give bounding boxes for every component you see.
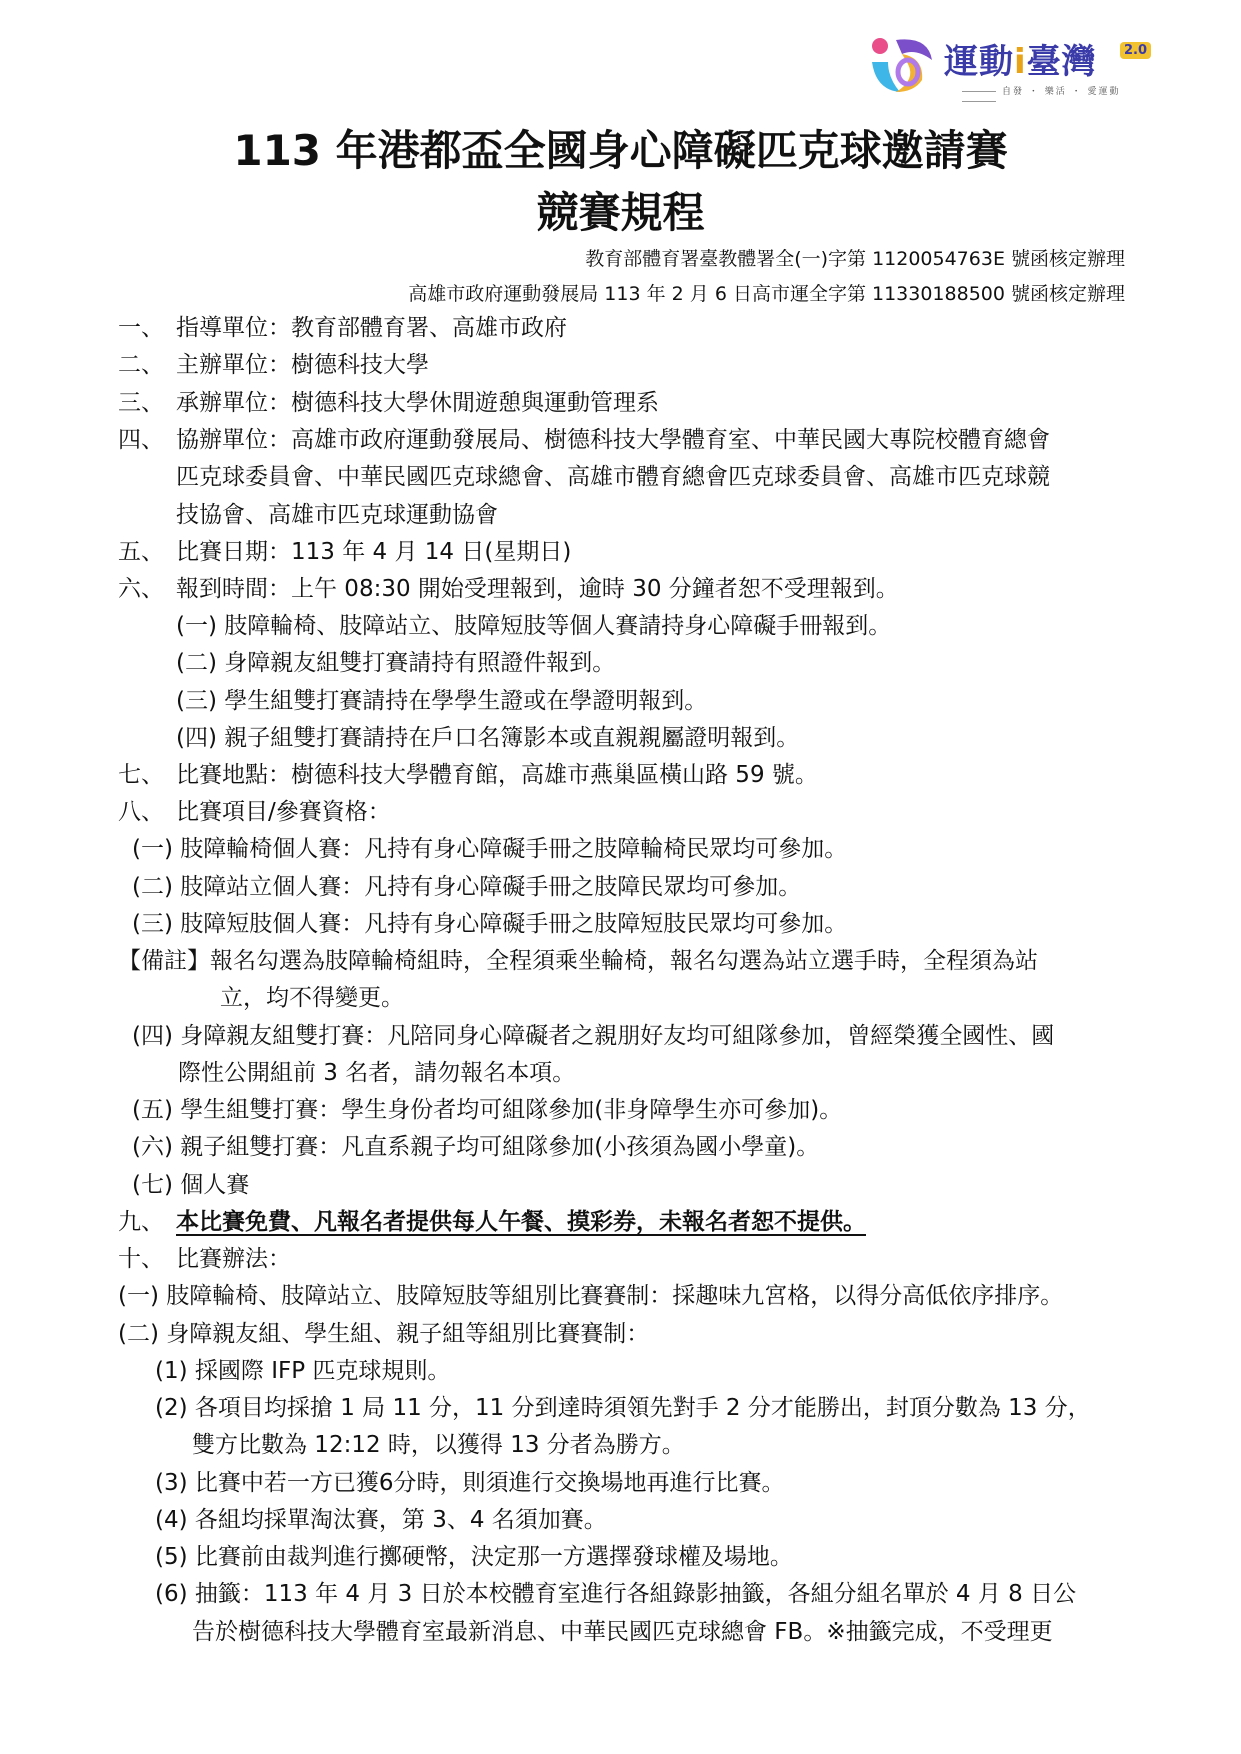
section-4-text-2: 匹克球委員會、中華民國匹克球總會、高雄市體育總會匹克球委員會、高雄市匹克球競: [176, 464, 1050, 490]
section-10-b: (二) 身障親友組、學生組、親子組等組別比賽賽制：: [118, 1321, 650, 1347]
section-8-item-7: (七) 個人賽: [132, 1172, 250, 1198]
section-7-text: 比賽地點：樹德科技大學體育館，高雄市燕巢區橫山路 59 號。: [176, 762, 818, 788]
section-8-item-3: (三) 肢障短肢個人賽：凡持有身心障礙手冊之肢障短肢民眾均可參加。: [132, 911, 848, 937]
section-6-item-2: (二) 身障親友組雙打賽請持有照證件報到。: [176, 650, 616, 676]
logo-mark-icon: [866, 32, 936, 98]
approval-line-2: 高雄市政府運動發展局 113 年 2 月 6 日高市運全字第 11330188500 號函核定辦理: [408, 283, 1125, 305]
section-8-note-2: 立，均不得變更。: [220, 985, 404, 1011]
section-1-text: 指導單位：教育部體育署、高雄市政府: [176, 315, 567, 341]
section-4-text-3: 技協會、高雄市匹克球運動協會: [176, 502, 498, 528]
section-10-rule-4: (4) 各組均採單淘汰賽，第 3、4 名須加賽。: [155, 1507, 607, 1533]
section-6-item-3: (三) 學生組雙打賽請持在學學生證或在學證明報到。: [176, 688, 708, 714]
section-10-rule-5: (5) 比賽前由裁判進行擲硬幣，決定那一方選擇發球權及場地。: [155, 1544, 793, 1570]
section-9-text: 本比賽免費、凡報名者提供每人午餐、摸彩券，未報名者恕不提供。: [176, 1209, 866, 1235]
section-7-number: 七、: [118, 762, 164, 788]
section-8-note-1: 【備註】報名勾選為肢障輪椅組時，全程須乘坐輪椅，報名勾選為站立選手時，全程須為站: [118, 948, 1038, 974]
section-10-number: 十、: [118, 1246, 164, 1272]
section-10-a: (一) 肢障輪椅、肢障站立、肢障短肢等組別比賽賽制：採趣味九宮格，以得分高低依序排序。: [118, 1283, 1064, 1309]
section-6-number: 六、: [118, 576, 164, 602]
logo-version: 2.0: [1120, 42, 1151, 59]
section-10-rule-6a: (6) 抽籤：113 年 4 月 3 日於本校體育室進行各組錄影抽籤，各組分組名單於 4 月 8 日公: [155, 1581, 1077, 1607]
section-3-text: 承辦單位：樹德科技大學休閒遊憩與運動管理系: [176, 390, 659, 416]
section-8-item-4b: 際性公開組前 3 名者，請勿報名本項。: [178, 1060, 576, 1086]
logo-brand-text2: 臺灣: [1026, 42, 1097, 82]
section-6-item-1: (一) 肢障輪椅、肢障站立、肢障短肢等個人賽請持身心障礙手冊報到。: [176, 613, 892, 639]
section-2-text: 主辦單位：樹德科技大學: [176, 352, 429, 378]
section-10-rule-2b: 雙方比數為 12:12 時，以獲得 13 分者為勝方。: [192, 1432, 685, 1458]
section-5-number: 五、: [118, 539, 164, 565]
section-5-text: 比賽日期：113 年 4 月 14 日(星期日): [176, 539, 572, 565]
section-4-number: 四、: [118, 427, 164, 453]
approval-line-1: 教育部體育署臺教體署全(一)字第 1120054763E 號函核定辦理: [585, 248, 1125, 270]
section-1-number: 一、: [118, 315, 164, 341]
section-10-rule-2a: (2) 各項目均採搶 1 局 11 分，11 分到達時須領先對手 2 分才能勝出，封頂分數為 13 分，: [155, 1395, 1091, 1421]
section-8-item-2: (二) 肢障站立個人賽：凡持有身心障礙手冊之肢障民眾均可參加。: [132, 874, 802, 900]
section-8-text: 比賽項目/參賽資格：: [176, 799, 391, 825]
page-subtitle: 競賽規程: [536, 188, 705, 237]
section-6-text: 報到時間：上午 08:30 開始受理報到，逾時 30 分鐘者恕不受理報到。: [176, 576, 899, 602]
section-10-rule-3: (3) 比賽中若一方已獲6分時，則須進行交換場地再進行比賽。: [155, 1470, 785, 1496]
section-8-item-4a: (四) 身障親友組雙打賽：凡陪同身心障礙者之親朋好友均可組隊參加，曾經榮獲全國性、國: [132, 1023, 1055, 1049]
section-8-item-5: (五) 學生組雙打賽：學生身份者均可組隊參加(非身障學生亦可參加)。: [132, 1097, 843, 1123]
logo-tagline: 自發 ・ 樂活 ・ 愛運動: [956, 84, 1166, 107]
section-8-item-6: (六) 親子組雙打賽：凡直系親子均可組隊參加(小孩須為國小學童)。: [132, 1134, 820, 1160]
section-3-number: 三、: [118, 390, 164, 416]
page-title: 113 年港都盃全國身心障礙匹克球邀請賽: [233, 126, 1008, 175]
section-4-text-1: 協辦單位：高雄市政府運動發展局、樹德科技大學體育室、中華民國大專院校體育總會: [176, 427, 1050, 453]
section-2-number: 二、: [118, 352, 164, 378]
section-8-number: 八、: [118, 799, 164, 825]
section-10-rule-1: (1) 採國際 IFP 匹克球規則。: [155, 1358, 451, 1384]
section-9-number: 九、: [118, 1209, 164, 1235]
logo-brand: [944, 34, 1097, 83]
logo: [866, 28, 1166, 108]
logo-brand-i: i: [1014, 42, 1027, 82]
section-10-rule-6b: 告於樹德科技大學體育室最新消息、中華民國匹克球總會 FB。※抽籤完成，不受理更: [192, 1619, 1053, 1645]
section-10-text: 比賽辦法：: [176, 1246, 291, 1272]
logo-brand-text: 運動: [944, 42, 1014, 82]
section-8-item-1: (一) 肢障輪椅個人賽：凡持有身心障礙手冊之肢障輪椅民眾均可參加。: [132, 836, 848, 862]
section-6-item-4: (四) 親子組雙打賽請持在戶口名簿影本或直親親屬證明報到。: [176, 725, 800, 751]
